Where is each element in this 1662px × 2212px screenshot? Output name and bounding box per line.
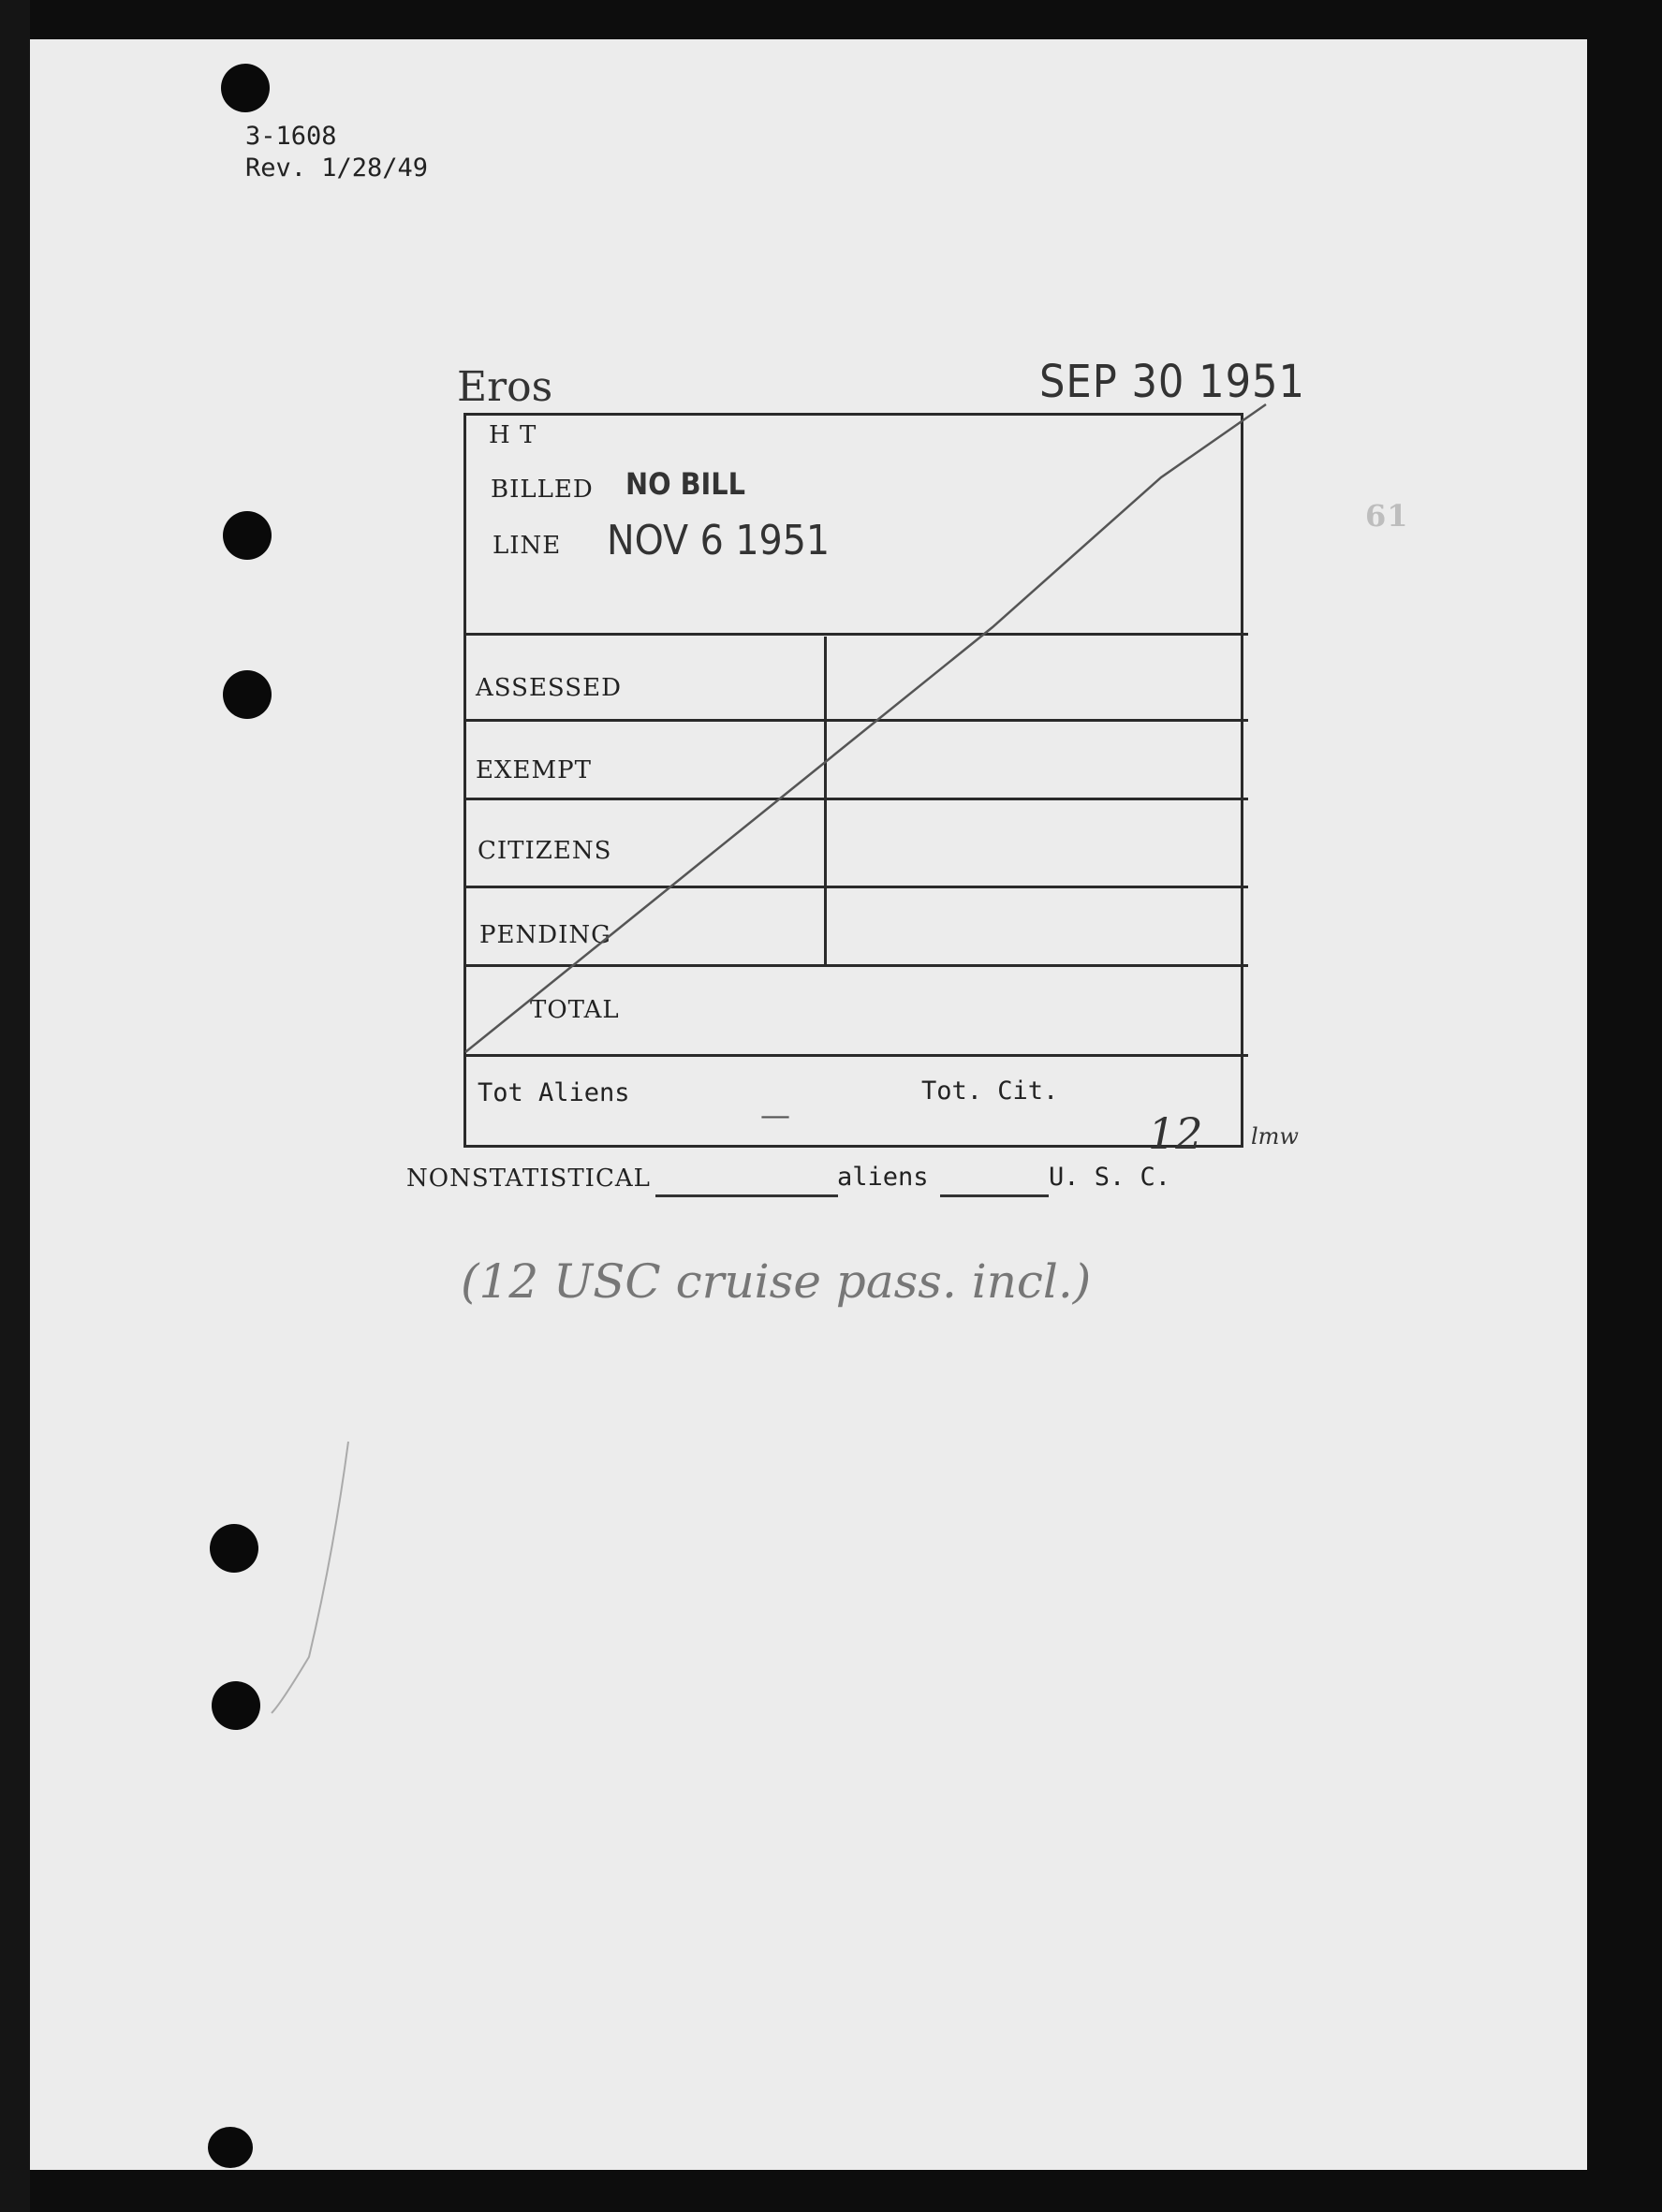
initials: lmw [1251,1123,1299,1150]
aliens-label: aliens [837,1163,929,1192]
line-label: LINE [493,532,562,560]
usc-label: U. S. C. [1049,1163,1171,1192]
page-number: 61 [1365,498,1409,534]
billed-stamp: NO BILL [625,466,745,502]
tot-cit-label: Tot. Cit. [921,1077,1059,1106]
row-label-pending: PENDING [479,921,611,949]
nonstatistical-label: NONSTATISTICAL [406,1165,651,1193]
nonstatistical-usc-blank [940,1194,1049,1197]
tot-cit-value: 12 [1148,1108,1203,1159]
row-label-citizens: CITIZENS [478,837,612,865]
received-date-stamp: SEP 30 1951 [1039,356,1305,408]
tot-aliens-value: — [760,1097,790,1133]
form-revision: Rev. 1/28/49 [245,154,429,183]
form-number: 3-1608 [245,122,337,151]
handwritten-note: (12 USC cruise pass. incl.) [461,1254,1092,1309]
billed-label: BILLED [491,476,594,504]
ht-label: H T [489,421,537,449]
nonstatistical-aliens-blank [655,1194,838,1197]
line-date-stamp: NOV 6 1951 [607,517,831,564]
tot-aliens-label: Tot Aliens [478,1078,630,1107]
total-label: TOTAL [530,996,620,1024]
handwritten-vessel-name: Eros [457,363,553,411]
row-label-assessed: ASSESSED [476,674,622,702]
row-label-exempt: EXEMPT [476,756,592,784]
